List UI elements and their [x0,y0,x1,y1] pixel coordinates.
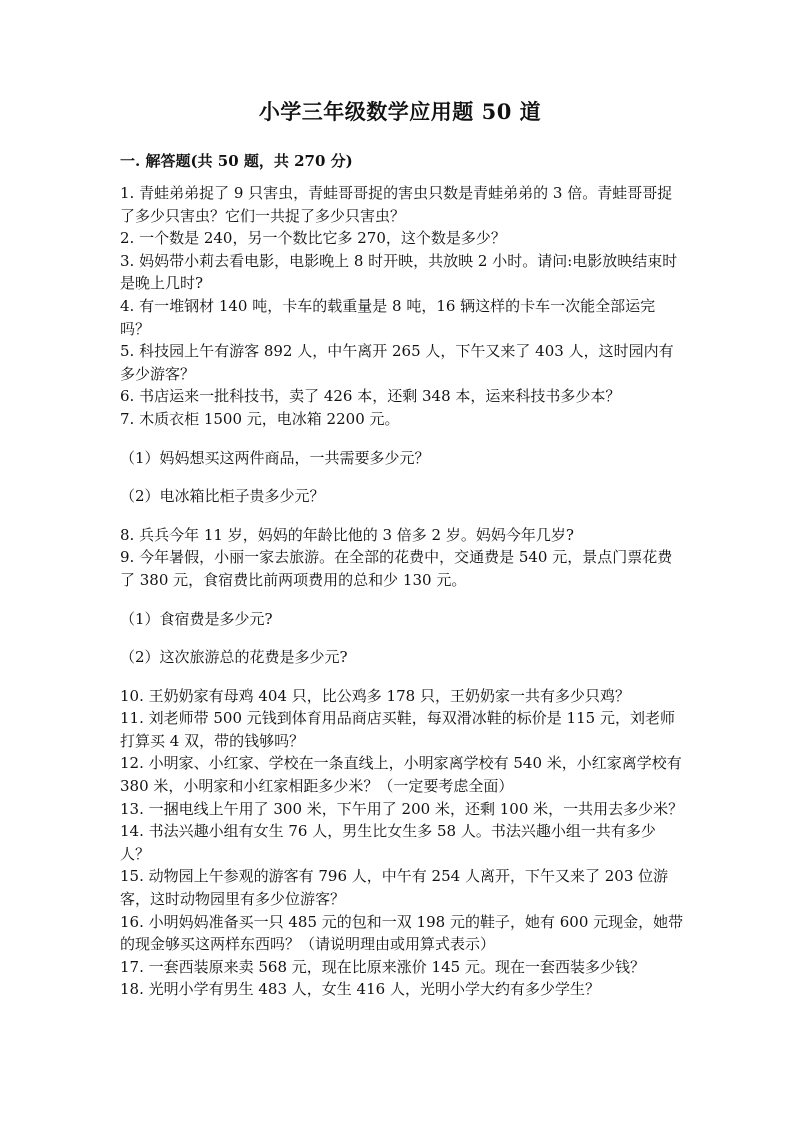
question-8: 8. 兵兵今年 11 岁，妈妈的年龄比他的 3 倍多 2 岁。妈妈今年几岁? [120,525,574,544]
question-7-part-1: （1）妈妈想买这两件商品，一共需要多少元？ [120,448,430,467]
question-16: 16. 小明妈妈准备买一只 485 元的包和一双 198 元的鞋子，她有 600 元现金，她带的现金够买这两样东西吗？（请说明理由或用算式表示） [120,912,684,954]
section-heading: 一. 解答题(共 50 题，共 270 分) [120,152,353,170]
question-list [120,182,685,1001]
question-12: 12. 小明家、小红家、学校在一条直线上，小明家离学校有 540 米，小红家离学校有 380 米，小明家和小红家相距多少米？（一定要考虑全面） [120,754,682,796]
question-10: 10. 王奶奶家有母鸡 404 只，比公鸡多 178 只，王奶奶家一共有多少只鸡？ [120,686,630,705]
question-11: 11. 刘老师带 500 元钱到体育用品商店买鞋，每双滑冰鞋的标价是 115 元，刘老师打算买 4 双，带的钱够吗？ [120,709,675,750]
question-7: 7. 木质衣柜 1500 元，电冰箱 2200 元。 [120,409,400,428]
question-9: 9. 今年暑假，小丽一家去旅游。在全部的花费中，交通费是 540 元，景点门票花费了 380 元，食宿费比前两项费用的总和少 130 元。 [120,548,673,589]
question-15: 15. 动物园上午参观的游客有 796 人，中午有 254 人离开，下午又来了 203 位游客，这时动物园里有多少位游客？ [120,867,669,909]
question-13: 13. 一捆电线上午用了 300 米，下午用了 200 米，还剩 100 米，一共用去多少米？ [120,799,684,818]
question-6: 6. 书店运来一批科技书，卖了 426 本，还剩 348 本，运来科技书多少本？ [120,387,621,406]
page-title: 小学三年级数学应用题 50 道 [258,99,542,124]
question-3: 3. 妈妈带小莉去看电影，电影晚上 8 时开映，共放映 2 小时。请问:电影放映结束时是晚上几时? [120,251,678,293]
question-14: 14. 书法兴趣小组有女生 76 人，男生比女生多 58 人。书法兴趣小组一共有多少人？ [120,822,656,863]
question-5: 5. 科技园上午有游客 892 人，中午离开 265 人，下午又来了 403 人，这时园内有多少游客？ [120,342,674,383]
question-18: 18. 光明小学有男生 483 人，女生 416 人，光明小学大约有多少学生？ [120,980,600,999]
question-1: 1. 青蛙弟弟捉了 9 只害虫，青蛙哥哥捉的害虫只数是青蛙弟弟的 3 倍。青蛙哥哥捉了多少只害虫？它们一共捉了多少只害虫？ [120,184,673,225]
question-4: 4. 有一堆钢材 140 吨，卡车的载重量是 8 吨，16 辆这样的卡车一次能全部运完吗？ [120,296,656,338]
question-17: 17. 一套西装原来卖 568 元，现在比原来涨价 145 元。现在一套西装多少钱？ [120,957,645,976]
question-7-part-2: （2）电冰箱比柜子贵多少元？ [120,487,325,506]
question-9-part-1: （1）食宿费是多少元? [120,609,273,628]
question-2: 2. 一个数是 240，另一个数比它多 270，这个数是多少？ [120,229,506,248]
question-9-part-2: （2）这次旅游总的花费是多少元? [120,648,348,667]
